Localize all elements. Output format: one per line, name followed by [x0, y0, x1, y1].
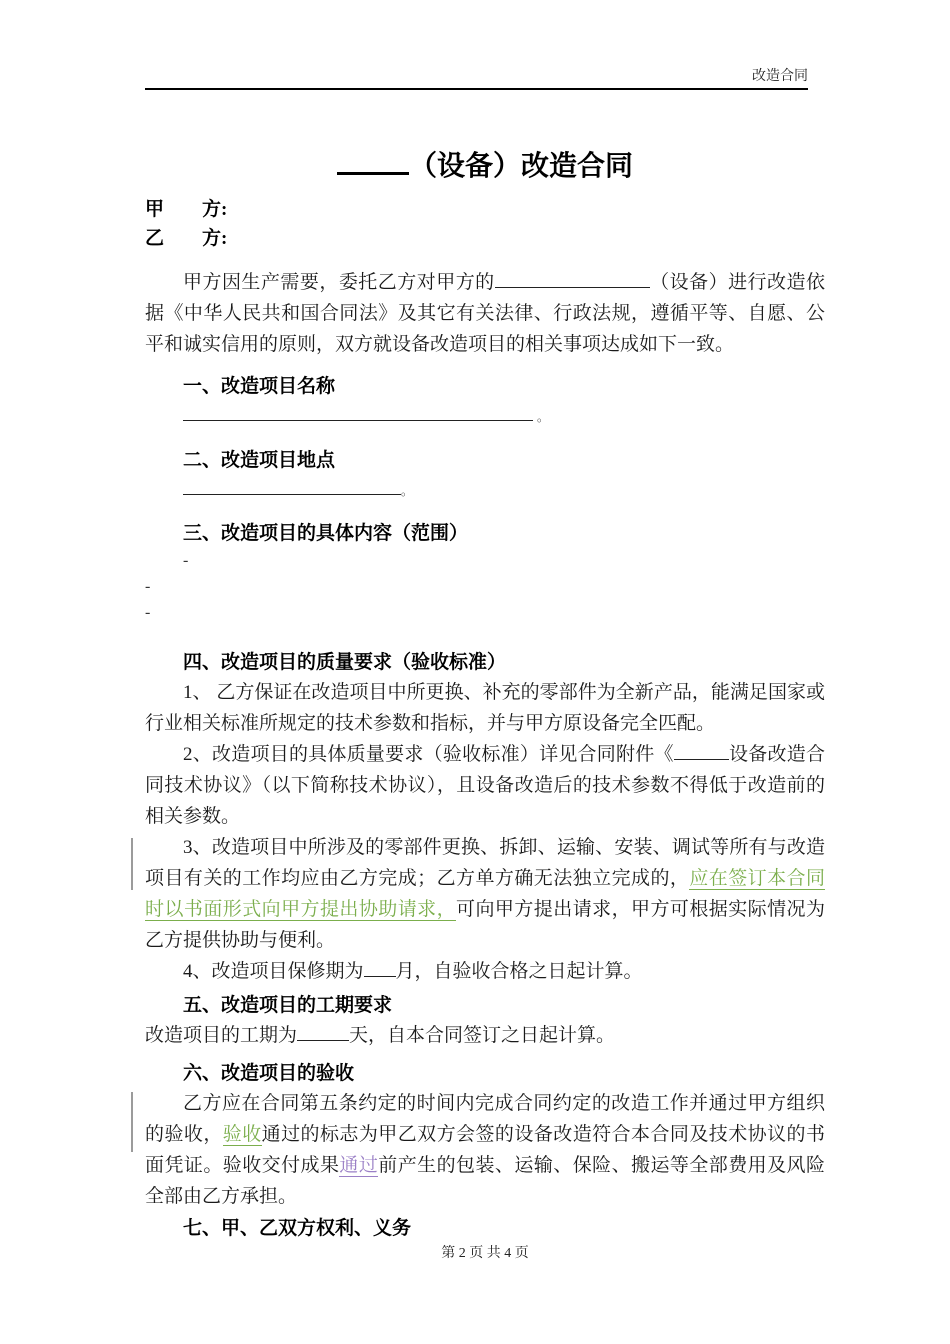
page-header — [145, 68, 808, 90]
running-title: 改造合同 — [752, 69, 808, 84]
s6-inserted-green-text: 验收 — [222, 1124, 262, 1145]
s4p3-text-before: 3、改造项目中所涉及的零部件更换、拆卸、运输、安装、调试等所有与改造项目有关的工作均应由乙方完成；乙方单方确无法独立完成的， — [145, 837, 825, 889]
s6-text-2: 通过的标志为甲乙双方会签的设备改造符合本合同及技术协议的书面凭证。验收交付成果 — [145, 1124, 825, 1176]
section-7-heading: 七、甲、乙双方权利、义务 — [183, 1218, 412, 1239]
duration-days-blank[interactable] — [297, 1021, 349, 1041]
section-4-paragraph-1: 1、 乙方保证在改造项目中所更换、补充的零部件为全新产品，能满足国家或行业相关标准所规定的技术参数和指标，并与甲方原设备完全匹配。 — [145, 682, 825, 734]
section-4-heading: 四、改造项目的质量要求（验收标准） — [183, 652, 507, 673]
s6-text-3: 前产生的包装、运输、保险、搬运等全部费用及风险全部由乙方承担。 — [145, 1155, 825, 1207]
party-b-label: 乙 方: — [145, 228, 228, 249]
section-4-paragraph-4 — [145, 956, 825, 987]
content-dash-1: - — [183, 552, 189, 569]
intro-text-after: （设备）进行改造依据《中华人民共和国合同法》及其它有关法律、行政法规，遵循平等、自愿、公平和诚实信用的原则，双方就设备改造项目的相关事项达成如下一致。 — [145, 272, 825, 355]
page-footer — [145, 1242, 825, 1262]
s4p4-text-after: 月，自验收合格之日起计算。 — [395, 961, 643, 982]
s4p2-text-after: 设备改造合同技术协议》（以下简称技术协议），且设备改造后的技术参数不得低于改造前的相关参数。 — [145, 744, 825, 827]
section-4-paragraph-2 — [145, 739, 825, 832]
section-4-paragraph-3 — [145, 832, 825, 956]
section-2-blank-line — [145, 475, 825, 507]
s6-inserted-purple-text: 通过 — [339, 1155, 379, 1176]
warranty-months-blank[interactable] — [364, 957, 396, 977]
s4p4-text-before: 4、改造项目保修期为 — [183, 961, 364, 982]
s4p3-text-after: 可向甲方提出请求，甲方可根据实际情况为乙方提供协助与便利。 — [145, 899, 825, 951]
section-2-heading: 二、改造项目地点 — [183, 450, 336, 471]
s6-text-1: 乙方应在合同第五条约定的时间内完成合同约定的改造工作并通过甲方组织的验收， — [145, 1093, 825, 1145]
project-name-blank[interactable] — [183, 404, 533, 421]
section-1-blank-line — [145, 401, 825, 433]
document-title-text: （设备）改造合同 — [408, 151, 633, 182]
s4p3-inserted-green-text: 应在签订本合同时以书面形式向甲方提出协助请求， — [145, 868, 825, 920]
s5-text-after: 天，自本合同签订之日起计算。 — [349, 1025, 616, 1046]
party-a-label: 甲 方: — [145, 199, 228, 220]
content-dash-2: - — [145, 578, 151, 595]
project-location-blank[interactable] — [183, 478, 401, 495]
change-bar-section-4 — [131, 838, 133, 890]
attachment-name-blank[interactable] — [674, 740, 729, 760]
section-1-heading: 一、改造项目名称 — [183, 376, 336, 397]
equipment-name-blank[interactable] — [495, 268, 650, 288]
section-6-paragraph — [145, 1088, 825, 1212]
section-5-heading: 五、改造项目的工期要求 — [183, 995, 393, 1016]
parties-block — [145, 195, 825, 253]
document-title — [145, 144, 825, 185]
s5-text-before: 改造项目的工期为 — [145, 1025, 298, 1046]
title-fill-in-blank[interactable] — [337, 144, 409, 175]
section-1-period: 。 — [537, 410, 550, 424]
content-dash-3: - — [145, 604, 151, 621]
s4p2-text-before: 2、改造项目的具体质量要求（验收标准）详见合同附件《 — [183, 744, 674, 765]
intro-paragraph — [145, 267, 825, 360]
section-5-paragraph — [145, 1020, 825, 1051]
section-3-heading: 三、改造项目的具体内容（范围） — [183, 523, 469, 544]
section-2-period: 。 — [401, 484, 414, 498]
page-indicator: 第 2 页 共 4 页 — [441, 1246, 529, 1261]
section-6-heading: 六、改造项目的验收 — [183, 1063, 355, 1084]
intro-text-before: 甲方因生产需要，委托乙方对甲方的 — [183, 272, 495, 293]
change-bar-section-6 — [131, 1092, 133, 1152]
